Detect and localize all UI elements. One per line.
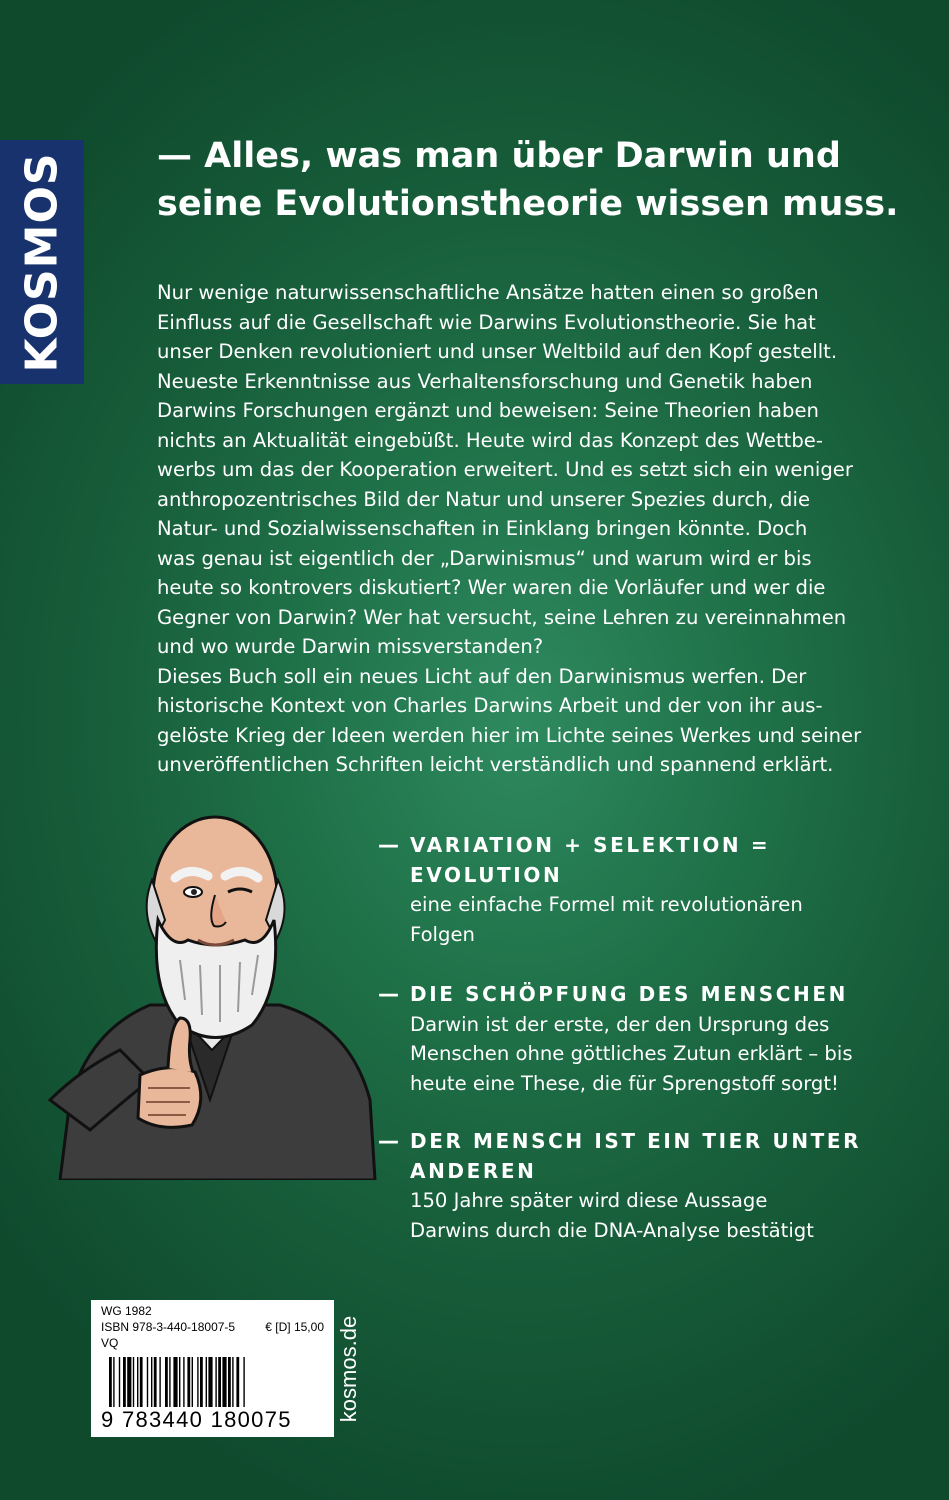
website-url-text: kosmos.de bbox=[336, 1315, 362, 1422]
barcode-bar bbox=[208, 1357, 212, 1407]
feature-title-line: EVOLUTION bbox=[410, 862, 563, 887]
barcode-bar bbox=[140, 1357, 143, 1407]
blurb-line: gelöste Krieg der Ideen werden hier im Lichte seines Werkes und seiner bbox=[157, 723, 862, 747]
barcode-bar bbox=[137, 1357, 138, 1407]
barcode-bar bbox=[183, 1357, 184, 1407]
blurb-line: heute so kontrovers diskutiert? Wer waren die Vorläufer und wer die bbox=[157, 576, 826, 599]
blurb-line: Dieses Buch soll ein neues Licht auf den Darwinismus werfen. Der bbox=[157, 664, 807, 688]
blurb-line: unser Denken revolutioniert und unser Weltbild auf den Kopf gestellt. bbox=[157, 340, 838, 363]
isbn-number: ISBN 978-3-440-18007-5 bbox=[101, 1320, 236, 1334]
barcode-bars bbox=[109, 1357, 317, 1407]
barcode-bar bbox=[215, 1357, 216, 1407]
headline bbox=[157, 132, 917, 228]
feature-description bbox=[410, 1186, 918, 1245]
publisher-logo-text: KOSMOS bbox=[16, 151, 68, 373]
barcode-bar bbox=[222, 1357, 226, 1407]
barcode-bar bbox=[173, 1357, 177, 1407]
blurb-text bbox=[157, 278, 917, 780]
barcode-bar bbox=[192, 1357, 193, 1407]
barcode-bar bbox=[151, 1357, 152, 1407]
feature-title bbox=[410, 980, 918, 1010]
barcode-bar bbox=[228, 1357, 231, 1407]
feature-title bbox=[410, 1127, 918, 1186]
barcode-bar bbox=[127, 1357, 131, 1407]
blurb-line: Einfluss auf die Gesellschaft wie Darwins Evolutionstheorie. Sie hat bbox=[157, 310, 816, 334]
blurb-line: nichts an Aktualität eingebüßt. Heute wird das Konzept des Wettbe- bbox=[157, 428, 823, 452]
blurb-line: unveröffentlichen Schriften leicht verständlich und spannend erklärt. bbox=[157, 753, 834, 776]
barcode-bar bbox=[197, 1357, 198, 1407]
barcode-bar bbox=[147, 1357, 148, 1407]
feature-title-line: ANDEREN bbox=[410, 1158, 537, 1183]
feature-description-line: heute eine These, die für Sprengstoff sorgt! bbox=[410, 1071, 839, 1095]
feature-title-line: DER MENSCH IST EIN TIER UNTER bbox=[410, 1129, 862, 1153]
barcode-bar bbox=[165, 1357, 168, 1407]
barcode-bar bbox=[119, 1357, 120, 1407]
blurb-line: werbs um das der Kooperation erweitert. Und es setzt sich ein weniger bbox=[157, 458, 853, 481]
feature-description-line: Menschen ohne göttliches Zutun erklärt – bis bbox=[410, 1042, 853, 1065]
product-group-code: WG 1982 bbox=[101, 1304, 152, 1318]
blurb-line: historische Kontext von Charles Darwins Arbeit und der von ihr aus- bbox=[157, 694, 823, 717]
barcode-digits: 9 783440 180075 bbox=[101, 1407, 292, 1432]
barcode-bar bbox=[218, 1357, 221, 1407]
feature-title bbox=[410, 831, 918, 890]
barcode-bar bbox=[154, 1357, 157, 1407]
barcode-bar bbox=[236, 1357, 239, 1407]
barcode-bar bbox=[179, 1357, 180, 1407]
blurb-line: Gegner von Darwin? Wer hat versucht, seine Lehren zu vereinnahmen bbox=[157, 605, 847, 629]
headline-line: — Alles, was man über Darwin und bbox=[157, 136, 841, 176]
blurb-line: was genau ist eigentlich der „Darwinismus“ und warum wird er bis bbox=[157, 546, 812, 570]
feature-description-line: 150 Jahre später wird diese Aussage bbox=[410, 1189, 768, 1212]
blurb-line: Darwins Forschungen ergänzt und beweisen: Seine Theorien haben bbox=[157, 399, 819, 422]
barcode-bar bbox=[200, 1357, 203, 1407]
vq-code: VQ bbox=[101, 1336, 119, 1350]
barcode-bar bbox=[243, 1357, 244, 1407]
blurb-line: Neueste Erkenntnisse aus Verhaltensforschung und Genetik haben bbox=[157, 369, 813, 393]
barcode-bar bbox=[159, 1357, 160, 1407]
feature-title-line: VARIATION + SELEKTION = bbox=[410, 833, 771, 857]
feature-item bbox=[378, 1127, 918, 1245]
barcode-bar bbox=[109, 1357, 112, 1407]
darwin-thumbs-up-illustration bbox=[30, 800, 380, 1180]
feature-description-line: eine einfache Formel mit revolutionären bbox=[410, 893, 803, 916]
feature-title-line: DIE SCHÖPFUNG DES MENSCHEN bbox=[410, 982, 848, 1006]
feature-description-line: Darwin ist der erste, der den Ursprung des bbox=[410, 1012, 830, 1036]
isbn-barcode-label bbox=[91, 1300, 334, 1437]
barcode-bar bbox=[232, 1357, 233, 1407]
feature-dash: — bbox=[378, 982, 399, 1006]
blurb-line: und wo wurde Darwin missverstanden? bbox=[157, 635, 544, 658]
feature-description-line: Folgen bbox=[410, 922, 475, 946]
feature-description bbox=[410, 890, 918, 949]
barcode-bar bbox=[133, 1357, 134, 1407]
feature-item bbox=[378, 980, 918, 1098]
barcode-bar bbox=[123, 1357, 126, 1407]
publisher-logo bbox=[0, 140, 84, 384]
headline-line: seine Evolutionstheorie wissen muss. bbox=[157, 184, 899, 224]
blurb-line: Natur- und Sozialwissenschaften in Einklang bringen könnte. Doch bbox=[157, 517, 808, 540]
barcode-bar bbox=[206, 1357, 207, 1407]
feature-dash: — bbox=[378, 1129, 399, 1153]
blurb-line: anthropozentrisches Bild der Natur und unserer Spezies durch, die bbox=[157, 487, 810, 511]
blurb-line: Nur wenige naturwissenschaftliche Ansätze hatten einen so großen bbox=[157, 281, 819, 304]
barcode-bar bbox=[187, 1357, 190, 1407]
feature-item bbox=[378, 831, 918, 949]
price-label: € [D] 15,00 bbox=[265, 1320, 324, 1334]
website-url bbox=[334, 1300, 364, 1437]
barcode-bar bbox=[113, 1357, 114, 1407]
feature-description-line: Darwins durch die DNA-Analyse bestätigt bbox=[410, 1218, 814, 1242]
feature-dash: — bbox=[378, 833, 399, 857]
barcode-bar bbox=[169, 1357, 170, 1407]
feature-description bbox=[410, 1010, 918, 1099]
